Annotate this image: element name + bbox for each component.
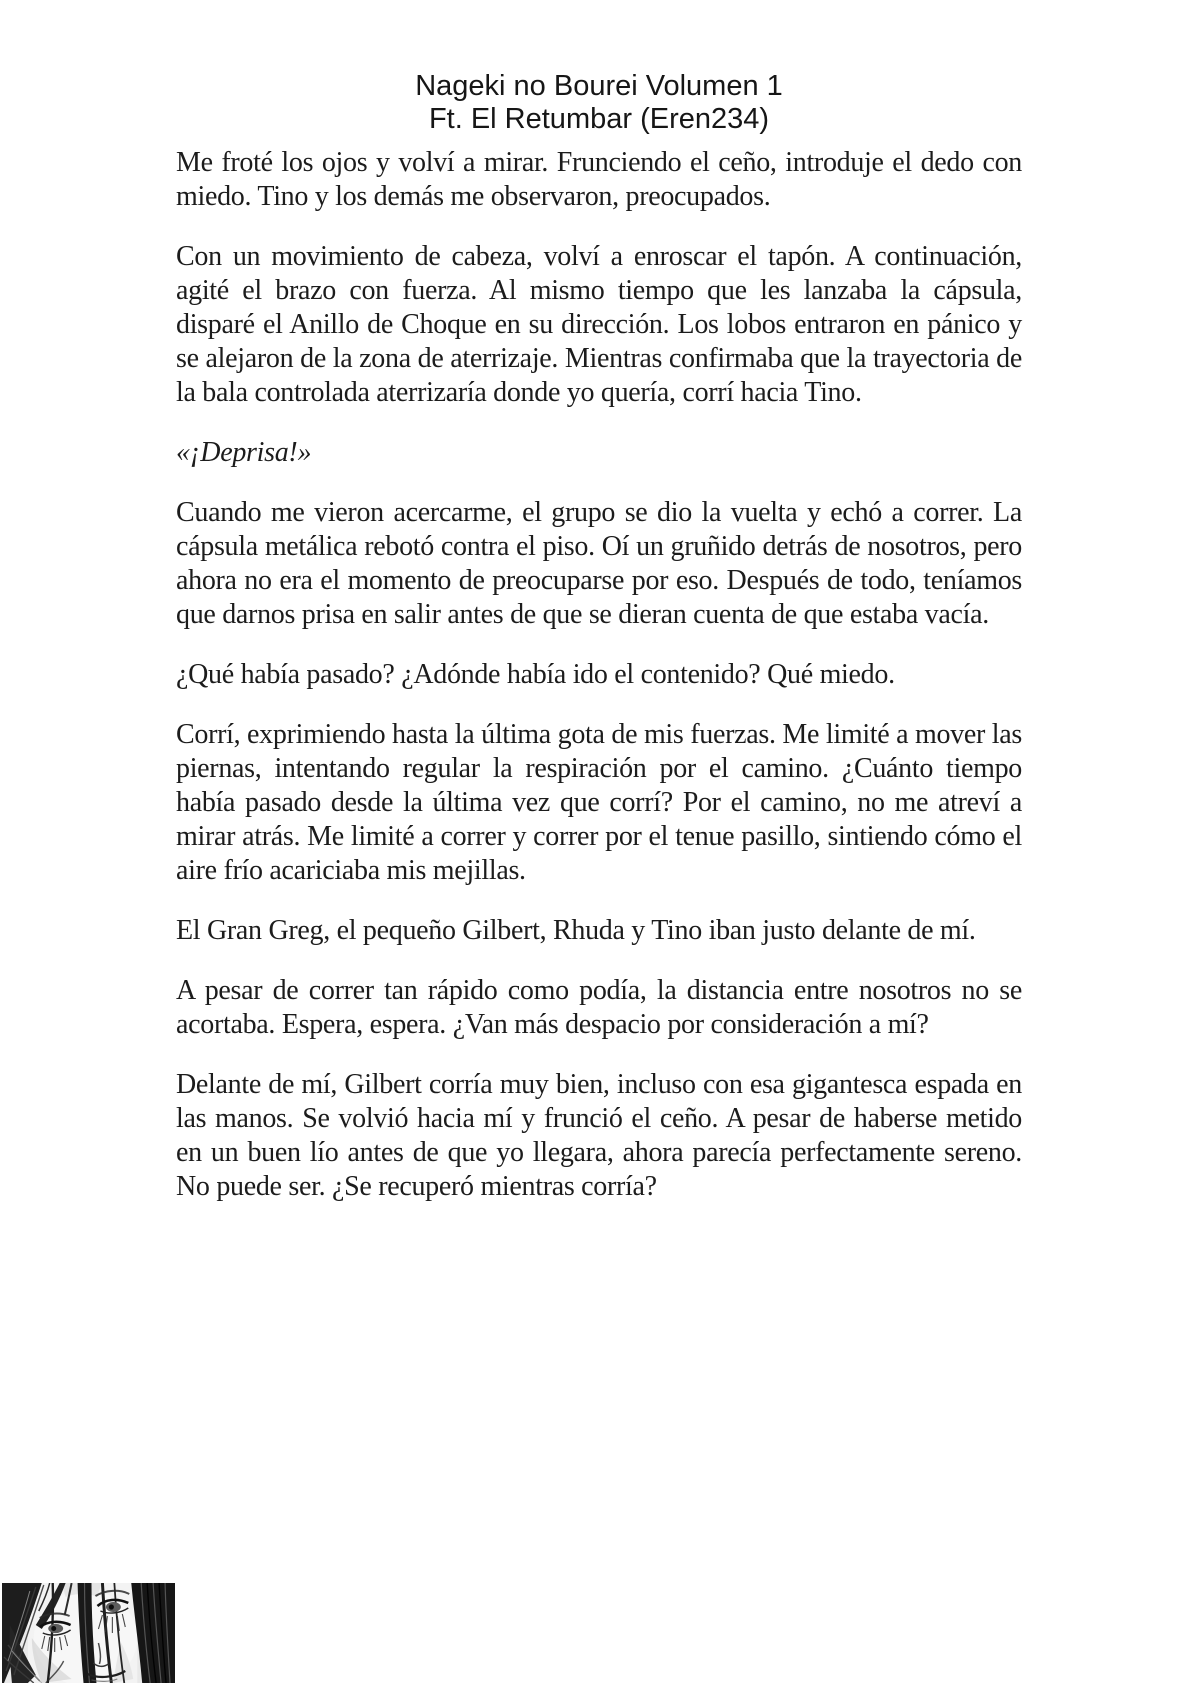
paragraph-8: A pesar de correr tan rápido como podía, la distancia entre nosotros no se acortaba. Espera, espera. ¿Van más despacio por consideración a mí? <box>176 975 1022 1040</box>
manga-face-drawing <box>2 1583 175 1683</box>
text-block <box>176 70 1022 1230</box>
paragraph-1: Me froté los ojos y volví a mirar. Frunciendo el ceño, introduje el dedo con miedo. Tino y los demás me observaron, preocupados. <box>176 147 1022 212</box>
manga-face-illustration <box>2 1583 175 1683</box>
paragraph-7: El Gran Greg, el pequeño Gilbert, Rhuda y Tino iban justo delante de mí. <box>176 915 976 946</box>
paragraph-4: Cuando me vieron acercarme, el grupo se dio la vuelta y echó a correr. La cápsula metálica rebotó contra el piso. Oí un gruñido detrás de nosotros, pero ahora no era el momento de preocuparse por eso. Después de todo, teníamos que darnos prisa en salir antes de que se dieran cuenta de que estaba vacía. <box>176 497 1022 630</box>
paragraph-9: Delante de mí, Gilbert corría muy bien, incluso con esa gigantesca espada en las manos. Se volvió hacia mí y frunció el ceño. A pesar de haberse metido en un buen lío antes de que yo llegara, ahora parecía perfectamente sereno. No puede ser. ¿Se recuperó mientras corría? <box>176 1069 1022 1202</box>
paragraph-6: Corrí, exprimiendo hasta la última gota de mis fuerzas. Me limité a mover las piernas, intentando regular la respiración por el camino. ¿Cuánto tiempo había pasado desde la última vez que corrí? Por el camino, no me atreví a mirar atrás. Me limité a correr y correr por el tenue pasillo, sintiendo cómo el aire frío acariciaba mis mejillas. <box>176 719 1022 886</box>
document-header <box>176 70 1022 136</box>
document-title: Nageki no Bourei Volumen 1 <box>415 70 783 102</box>
paragraph-2: Con un movimiento de cabeza, volví a enroscar el tapón. A continuación, agité el brazo con fuerza. Al mismo tiempo que les lanzaba la cápsula, disparé el Anillo de Choque en su dirección. Los lobos entraron en pánico y se alejaron de la zona de aterrizaje. Mientras confirmaba que la trayectoria de la bala controlada aterrizaría donde yo quería, corrí hacia Tino. <box>176 241 1022 408</box>
paragraph-5: ¿Qué había pasado? ¿Adónde había ido el contenido? Qué miedo. <box>176 659 895 690</box>
document-subtitle: Ft. El Retumbar (Eren234) <box>428 103 770 135</box>
paragraph-3-dialogue: «¡Deprisa!» <box>176 437 312 468</box>
document-body <box>176 146 1022 1204</box>
